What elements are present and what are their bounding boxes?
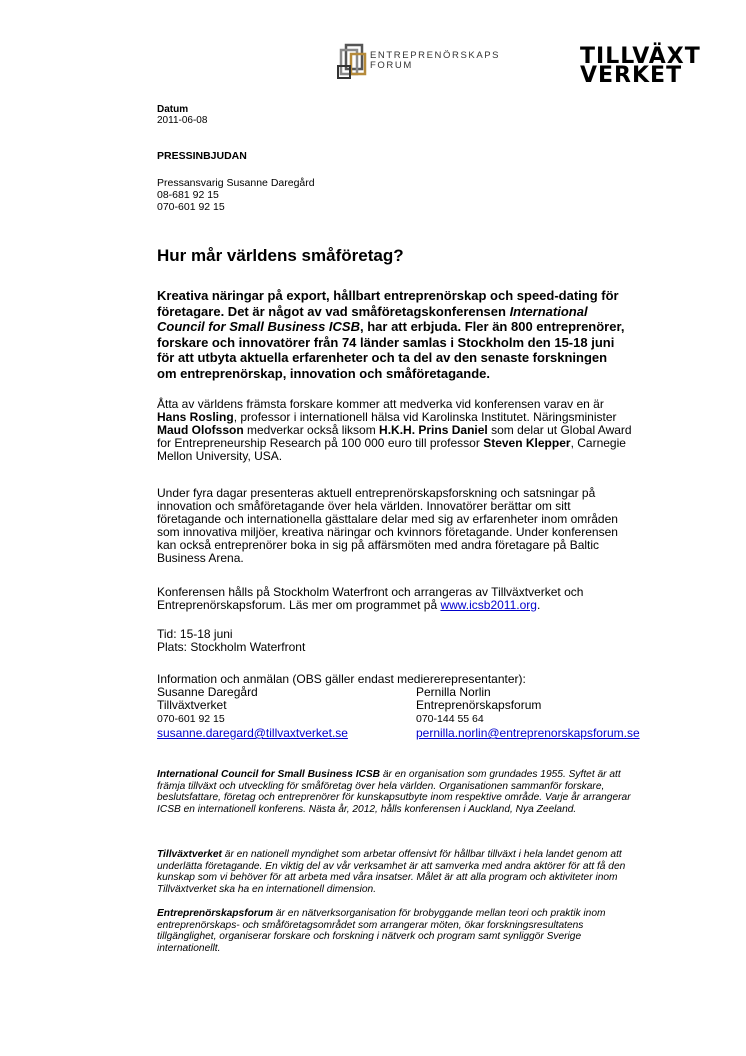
contact-2 — [416, 686, 640, 740]
paragraph-venue: Konferensen hålls på Stockholm Waterfront och arrangeras av Tillväxtverket och Entreprenörskapsforum. Läs mer om programmet på www.icsb2011.org. — [157, 585, 584, 612]
footer-entreprenorskapsforum: Entreprenörskapsforum är en nätverksorganisation för brobyggande mellan teori och praktik inom entreprenörskaps- och småföretagsområdet som arrangerar möten, ökar forskningsresultatens tillgänglighet, organiserar forskare och forskning i nätverk och program samt synliggör Sverige internationellt. — [157, 908, 606, 954]
lead-paragraph: Kreativa näringar på export, hållbart entreprenörskap och speed-dating för företagare. Det är något av vad småföretagskonferensen International Council for Small Business ICSB, har att erbjuda. Fler än 800 entreprenörer, forskare och innovatörer från 74 länder samlas i Stockholm den 15-18 juni för att utbyta aktuella erfarenheter och ta del av den senaste forskningen om entreprenörskap, innovation och småföretagande. — [157, 288, 625, 381]
press-phone-1: 08-681 92 15 — [157, 189, 219, 201]
doc-type: PRESSINBJUDAN — [157, 150, 247, 162]
press-contact-name: Pressansvarig Susanne Daregård — [157, 177, 315, 189]
website-link[interactable]: www.icsb2011.org — [440, 598, 537, 612]
ef-logo-mark-icon — [336, 42, 370, 82]
contact-1-name: Susanne Daregård — [157, 685, 258, 699]
date-label: Datum — [157, 104, 189, 115]
contact-2-phone: 070-144 55 64 — [416, 713, 484, 725]
contact-2-email-link[interactable]: pernilla.norlin@entreprenorskapsforum.se — [416, 726, 640, 740]
event-time: Tid: 15-18 juni — [157, 627, 233, 641]
entreprenorskapsforum-logo — [336, 42, 501, 82]
info-heading: Information och anmälan (OBS gäller endast mediererepresentanter): — [157, 672, 526, 686]
tillvaxtverket-logo: TILLVÄXT VERKET — [580, 44, 701, 88]
event-place: Plats: Stockholm Waterfront — [157, 640, 306, 654]
press-contact — [157, 177, 315, 213]
page-title: Hur mår världens småföretag? — [157, 246, 404, 265]
lead-italic-icsb: International Council for Small Business ICSB — [157, 303, 588, 334]
contact-1-email-link[interactable]: susanne.daregard@tillvaxtverket.se — [157, 726, 348, 740]
contact-2-org: Entreprenörskapsforum — [416, 698, 542, 712]
contact-1-org: Tillväxtverket — [157, 698, 227, 712]
ef-logo-text: ENTREPRENÖRSKAPS FORUM — [370, 50, 501, 71]
paragraph-speakers: Åtta av världens främsta forskare kommer att medverka vid konferensen varav en är Hans Rosling, professor i internationell hälsa vid Karolinska Institutet. Näringsminister Maud Olofsson medverkar också liksom H.K.H. Prins Daniel som delar ut Global Award for Entrepreneurship Research på 100 000 euro till professor Steven Klepper, Carnegie Mellon University, USA. — [157, 397, 632, 463]
event-details — [157, 628, 305, 654]
footer-icsb: International Council for Small Business ICSB är en organisation som grundades 1955. Syftet är att främja tillväxt och utveckling för småföretag över hela världen. Organisationen sammanför forskare, beslutsfattare, företag och entreprenörer för kunskapsutbyte inom respektive område. Varje år arrangerar ICSB en internationell konferens. Nästa år, 2012, hålls konferensen i Auckland, Nya Zeeland. — [157, 769, 631, 815]
date-block — [157, 104, 207, 126]
footer-tillvaxtverket: Tillväxtverket är en nationell myndighet som arbetar offensivt för hållbar tillväxt i hela landet genom att underlätta företagande. En viktig del av vår verksamhet är att samverka med andra aktörer för att få den kunskap som vi behöver för att arbeta med våra insatser. Målet är att alla program och aktiviteter inom Tillväxtverket ska ha en internationell dimension. — [157, 849, 626, 895]
date-value: 2011-06-08 — [157, 115, 208, 126]
contact-1-phone: 070-601 92 15 — [157, 713, 225, 725]
contact-2-name: Pernilla Norlin — [416, 685, 491, 699]
press-phone-2: 070-601 92 15 — [157, 201, 225, 213]
paragraph-program: Under fyra dagar presenteras aktuell entreprenörskapsforskning och satsningar på innovation och småföretagande över hela världen. Innovatörer berättar om sitt företagande och internationella gästtalare delar med sig av erfarenheter inom områden som innovativa miljöer, kreativa näringar och kvinnors företagande. Under konferensen kan också entreprenörer boka in sig på affärsmöten med andra företagare på Baltic Business Arena. — [157, 486, 618, 565]
contact-1 — [157, 686, 348, 740]
